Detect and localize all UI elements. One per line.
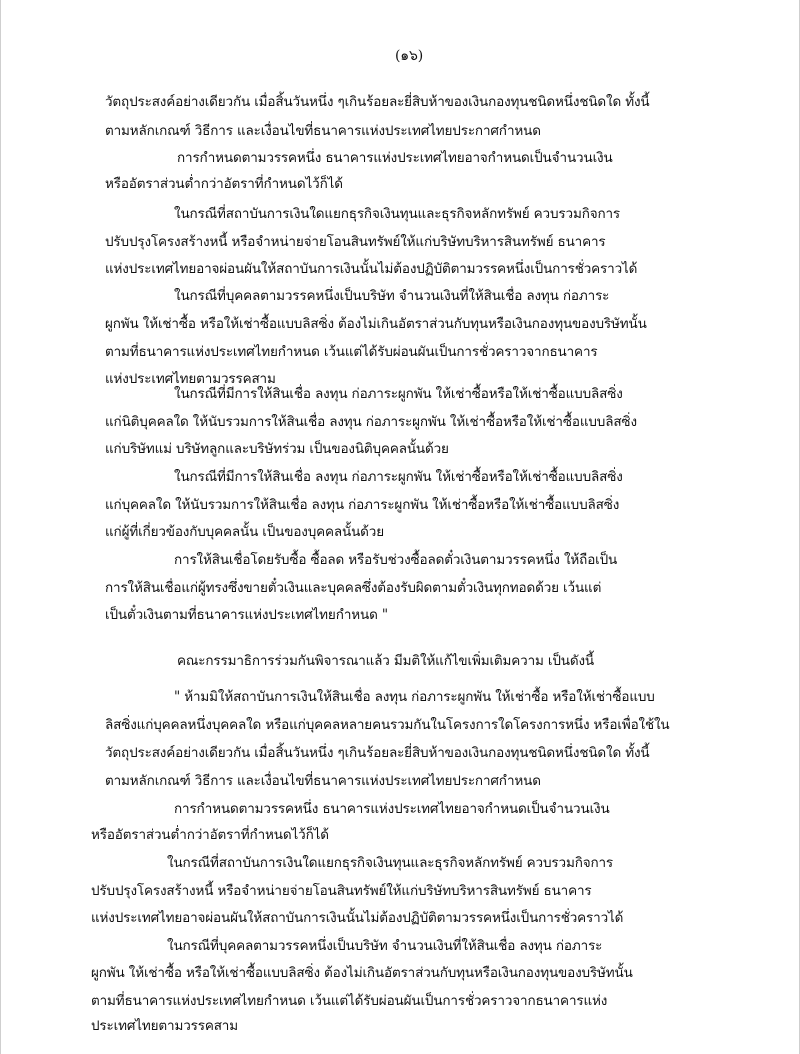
text-line: แห่งประเทศไทยอาจผ่อนผันให้สถาบันการเงินนั้นไม่ต้องปฏิบัติตามวรรคหนึ่งเป็นการชั่วคราวได้ <box>105 261 638 277</box>
text-line: วัตถุประสงค์อย่างเดียวกัน เมื่อสิ้นวันหนึ่ง ๆเกินร้อยละยี่สิบห้าของเงินกองทุนชนิดหนึ่งชนิดใด ทั้งนี้ <box>105 94 650 110</box>
text-line: แก่บริษัทแม่ บริษัทลูกและบริษัทร่วม เป็นของนิติบุคคลนั้นด้วย <box>105 441 449 457</box>
text-line: ประเทศไทยตามวรรคสาม <box>91 1018 238 1034</box>
text-line: แก่บุคคลใด ให้นับรวมการให้สินเชื่อ ลงทุน ก่อภาระผูกพัน ให้เช่าซื้อหรือให้เช่าซื้อแบบลิสซิ่ง <box>105 497 620 513</box>
text-line: ตามที่ธนาคารแห่งประเทศไทยกำหนด เว้นแต่ได้รับผ่อนผันเป็นการชั่วคราวจากธนาคาร <box>105 344 598 360</box>
text-line: แห่งประเทศไทยตามวรรคสาม <box>105 371 276 387</box>
text-line: ตามที่ธนาคารแห่งประเทศไทยกำหนด เว้นแต่ได้รับผ่อนผันเป็นการชั่วคราวจากธนาคารแห่ง <box>91 993 608 1009</box>
text-line: วัตถุประสงค์อย่างเดียวกัน เมื่อสิ้นวันหนึ่ง ๆเกินร้อยละยี่สิบห้าของเงินกองทุนชนิดหนึ่งชนิดใด ทั้งนี้ <box>105 745 650 761</box>
page-number: (๑๖) <box>395 48 424 64</box>
text-line: หรืออัตราส่วนต่ำกว่าอัตราที่กำหนดไว้ก็ได้ <box>105 176 343 192</box>
text-line: ผูกพัน ให้เช่าซื้อ หรือให้เช่าซื้อแบบลิสซิ่ง ต้องไม่เกินอัตราส่วนกับทุนหรือเงินกองทุนของบริษัทนั้น <box>105 316 647 332</box>
text-line: แก่นิติบุคคลใด ให้นับรวมการให้สินเชื่อ ลงทุน ก่อภาระผูกพัน ให้เช่าซื้อหรือให้เช่าซื้อแบบลิสซิ่ง <box>105 414 637 430</box>
text-line: " ห้ามมิให้สถาบันการเงินให้สินเชื่อ ลงทุน ก่อภาระผูกพัน ให้เช่าซื้อ หรือให้เช่าซื้อแบบ <box>174 689 655 705</box>
text-line: ปรับปรุงโครงสร้างหนี้ หรือจำหน่ายจ่ายโอนสินทรัพย์ให้แก่บริษัทบริหารสินทรัพย์ ธนาคาร <box>91 883 592 899</box>
text-line: หรืออัตราส่วนต่ำกว่าอัตราที่กำหนดไว้ก็ได้ <box>91 827 329 843</box>
text-line: ปรับปรุงโครงสร้างหนี้ หรือจำหน่ายจ่ายโอนสินทรัพย์ให้แก่บริษัทบริหารสินทรัพย์ ธนาคาร <box>105 234 606 250</box>
text-line: ลิสซิ่งแก่บุคคลหนึ่งบุคคลใด หรือแก่บุคคลหลายคนรวมกันในโครงการใดโครงการหนึ่ง หรือเพื่อใช้ใน <box>105 717 670 733</box>
text-line: ในกรณีที่สถาบันการเงินใดแยกธุรกิจเงินทุนและธุรกิจหลักทรัพย์ ควบรวมกิจการ <box>174 206 621 222</box>
text-line: การกำหนดตามวรรคหนึ่ง ธนาคารแห่งประเทศไทยอาจกำหนดเป็นจำนวนเงิน <box>174 801 610 817</box>
text-line: ในกรณีที่สถาบันการเงินใดแยกธุรกิจเงินทุนและธุรกิจหลักทรัพย์ ควบรวมกิจการ <box>167 855 614 871</box>
text-line: ในกรณีที่บุคคลตามวรรคหนึ่งเป็นบริษัท จำนวนเงินที่ให้สินเชื่อ ลงทุน ก่อภาระ <box>167 938 603 954</box>
text-line: เป็นตั๋วเงินตามที่ธนาคารแห่งประเทศไทยกำหนด " <box>105 607 388 623</box>
text-line: ในกรณีที่มีการให้สินเชื่อ ลงทุน ก่อภาระผูกพัน ให้เช่าซื้อหรือให้เช่าซื้อแบบลิสซิ่ง <box>174 469 623 485</box>
text-line: การให้สินเชื่อโดยรับซื้อ ซื้อลด หรือรับช่วงซื้อลดตั๋วเงินตามวรรคหนึ่ง ให้ถือเป็น <box>174 552 618 568</box>
text-line: การกำหนดตามวรรคหนึ่ง ธนาคารแห่งประเทศไทยอาจกำหนดเป็นจำนวนเงิน <box>177 150 613 166</box>
text-line: คณะกรรมาธิการร่วมกันพิจารณาแล้ว มีมติให้แก้ไขเพิ่มเติมความ เป็นดังนี้ <box>177 653 595 669</box>
text-line: ในกรณีที่บุคคลตามวรรคหนึ่งเป็นบริษัท จำนวนเงินที่ให้สินเชื่อ ลงทุน ก่อภาระ <box>174 288 610 304</box>
text-line: แห่งประเทศไทยอาจผ่อนผันให้สถาบันการเงินนั้นไม่ต้องปฏิบัติตามวรรคหนึ่งเป็นการชั่วคราวได้ <box>91 910 624 926</box>
text-line: ตามหลักเกณฑ์ วิธีการ และเงื่อนไขที่ธนาคารแห่งประเทศไทยประกาศกำหนด <box>105 123 541 139</box>
text-line: การให้สินเชื่อแก่ผู้ทรงซึ่งขายตั๋วเงินและบุคคลซึ่งต้องรับผิดตามตั๋วเงินทุกทอดด้วย เว้นแต่ <box>105 580 602 596</box>
text-line: ผูกพัน ให้เช่าซื้อ หรือให้เช่าซื้อแบบลิสซิ่ง ต้องไม่เกินอัตราส่วนกับทุนหรือเงินกองทุนของบริษัทนั้น <box>91 965 633 981</box>
text-line: ในกรณีที่มีการให้สินเชื่อ ลงทุน ก่อภาระผูกพัน ให้เช่าซื้อหรือให้เช่าซื้อแบบลิสซิ่ง <box>174 386 623 402</box>
text-line: ตามหลักเกณฑ์ วิธีการ และเงื่อนไขที่ธนาคารแห่งประเทศไทยประกาศกำหนด <box>105 773 541 789</box>
text-line: แก่ผู้ที่เกี่ยวข้องกับบุคคลนั้น เป็นของบุคคลนั้นด้วย <box>105 524 384 540</box>
